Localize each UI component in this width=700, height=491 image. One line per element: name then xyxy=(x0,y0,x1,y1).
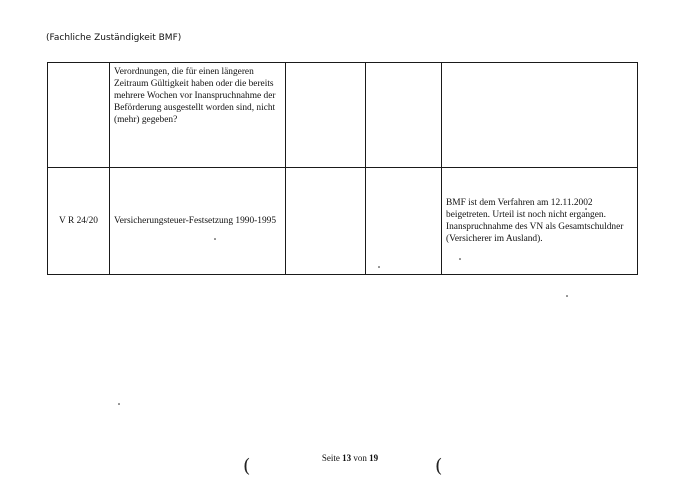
remark-cell xyxy=(442,63,638,168)
page-footer xyxy=(0,453,700,463)
scan-speck xyxy=(118,403,120,405)
scan-speck xyxy=(378,266,380,268)
col4-cell xyxy=(366,63,442,168)
current-page-number: 13 xyxy=(342,453,352,463)
table-row xyxy=(48,168,638,275)
case-table xyxy=(47,62,638,275)
col3-cell xyxy=(286,63,366,168)
table-row xyxy=(48,63,638,168)
total-page-count: 19 xyxy=(369,453,379,463)
case-subject-cell: Verordnungen, die für einen längeren Zeitraum Gültigkeit haben oder die bereits mehrere Wochen vor Inanspruchnahme der Beförderung ausgestellt worden sind, nicht (mehr) gegeben? xyxy=(110,63,286,168)
scan-speck xyxy=(214,238,216,240)
scan-speck xyxy=(566,295,568,297)
scan-speck xyxy=(585,208,587,210)
case-subject-cell: Versicherungsteuer-Festsetzung 1990-1995 xyxy=(110,168,286,275)
left-margin-mark: ( xyxy=(243,455,251,477)
footer-prefix: Seite xyxy=(321,453,343,463)
col4-cell xyxy=(366,168,442,275)
right-margin-mark: ( xyxy=(435,455,443,477)
remark-cell: BMF ist dem Verfahren am 12.11.2002 beigetreten. Urteil ist noch nicht ergangen. Inanspruchnahme des VN als Gesamtschuldner (Versicherer im Ausland). xyxy=(442,168,638,275)
col3-cell xyxy=(286,168,366,275)
footer-middle: von xyxy=(351,453,370,463)
header-note: (Fachliche Zuständigkeit BMF) xyxy=(46,33,182,43)
scan-speck xyxy=(459,258,461,260)
case-id-cell xyxy=(48,63,110,168)
case-id-cell: V R 24/20 xyxy=(48,168,110,275)
